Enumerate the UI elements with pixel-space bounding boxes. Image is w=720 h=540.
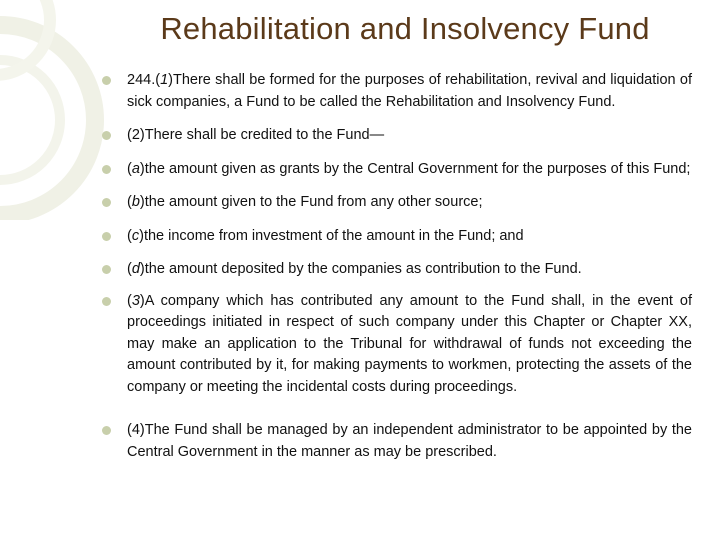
clause-open: ( bbox=[127, 227, 132, 244]
clause-close: ) bbox=[168, 72, 173, 88]
clause-letter: b bbox=[131, 194, 140, 210]
bullet-text: the amount given to the Fund from any other source; bbox=[144, 194, 483, 210]
bullet-dot-icon bbox=[102, 232, 111, 241]
bullet-text: A company which has contributed any amount to the Fund shall, in the event of proceedings initiated in respect of such company under this Chapter or Chapter XX, may make an application to the Tribunal for withdrawal of funds not exceeding the amount contributed by it, for making payments to workmen, protecting the assets of the company or meeting the incidental costs during proceedings. bbox=[127, 292, 692, 395]
clause-open: ( bbox=[127, 261, 132, 277]
clause-letter: d bbox=[131, 261, 140, 277]
bullet-dot-icon bbox=[102, 165, 111, 174]
bullet-dot-icon bbox=[102, 297, 111, 306]
bullet-text: There shall be formed for the purposes of rehabilitation, revival and liquidation of sick companies, a Fund to be called the Rehabilitation and Insolvency Fund. bbox=[127, 72, 692, 110]
bullet-dot-icon bbox=[102, 131, 111, 140]
clause-open: ( bbox=[127, 194, 132, 210]
clause-close: ) bbox=[139, 292, 145, 309]
bullet-text: (2)There shall be credited to the Fund— bbox=[127, 127, 385, 143]
bullet-item bbox=[102, 226, 692, 248]
bullet-dot-icon bbox=[102, 265, 111, 274]
bullet-item bbox=[102, 159, 692, 181]
bullet-dot-icon bbox=[102, 198, 111, 207]
clause-close: ) bbox=[139, 194, 145, 210]
bullet-item bbox=[102, 259, 692, 281]
clause-number: 3 bbox=[131, 292, 140, 309]
bullet-text: the amount deposited by the companies as contribution to the Fund. bbox=[144, 261, 582, 277]
clause-letter: a bbox=[131, 160, 140, 177]
bullet-item bbox=[102, 192, 692, 214]
bullet-item bbox=[102, 291, 692, 399]
bullet-list bbox=[102, 70, 692, 463]
clause-close: ) bbox=[139, 227, 144, 244]
bullet-dot-icon bbox=[102, 426, 111, 435]
bullet-item bbox=[102, 70, 692, 113]
clause-open: ( bbox=[127, 160, 132, 177]
bullet-text: (4)The Fund shall be managed by an independent administrator to be appointed by the Central Government in the manner as may be prescribed. bbox=[127, 422, 692, 460]
section-separator: .( bbox=[151, 72, 161, 88]
bullet-text: the income from investment of the amount in the Fund; and bbox=[143, 227, 524, 244]
slide-title: Rehabilitation and Insolvency Fund bbox=[160, 11, 650, 46]
clause-number: 1 bbox=[160, 72, 169, 88]
bullet-dot-icon bbox=[102, 76, 111, 85]
bullet-item bbox=[102, 125, 692, 147]
clause-letter: c bbox=[131, 227, 140, 244]
section-number: 244 bbox=[127, 72, 152, 88]
clause-open: ( bbox=[127, 292, 132, 309]
clause-close: ) bbox=[139, 160, 145, 177]
bullet-item bbox=[102, 420, 692, 463]
clause-close: ) bbox=[139, 261, 145, 277]
bullet-text: the amount given as grants by the Central Government for the purposes of this Fund; bbox=[144, 160, 691, 177]
